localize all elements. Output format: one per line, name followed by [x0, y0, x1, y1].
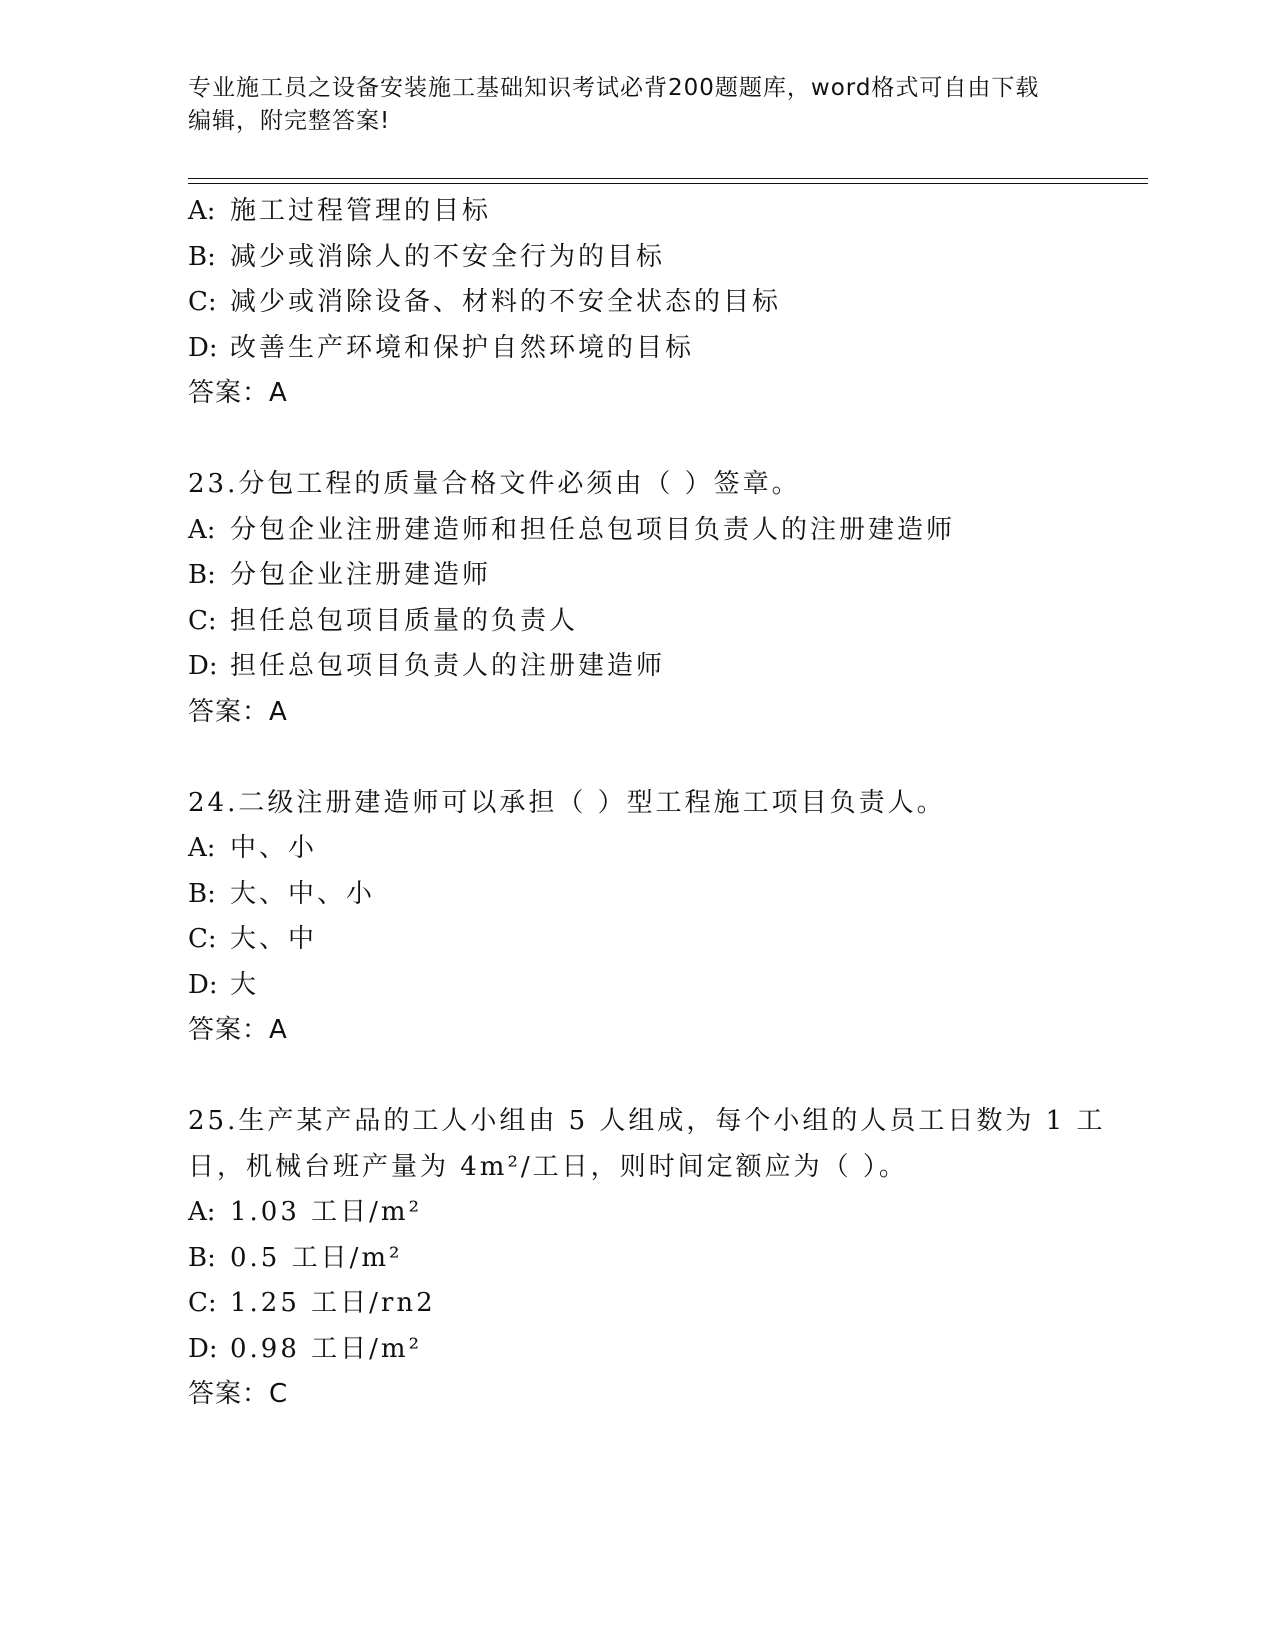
option-label: A: [188, 196, 216, 226]
option-a [188, 1190, 1148, 1236]
option-label: C: [188, 287, 217, 317]
question-stem: 24.二级注册建造师可以承担（ ）型工程施工项目负责人。 [188, 787, 946, 818]
option-a [188, 508, 1148, 554]
question-25 [188, 1099, 1148, 1418]
question-stem-line-1: 25.生产某产品的工人小组由 5 人组成，每个小组的人员工日数为 1 工 [188, 1106, 1106, 1136]
option-b [188, 553, 1148, 599]
option-label: D: [188, 969, 218, 1000]
option-text: 1.25 工日/rn2 [230, 1288, 436, 1318]
option-label: B: [188, 1242, 216, 1273]
option-label: C: [188, 1288, 217, 1318]
question-list [188, 189, 1148, 1418]
spacer [188, 1054, 1148, 1100]
option-a [188, 189, 1148, 235]
option-label: A: [188, 833, 216, 863]
option-label: C: [188, 924, 217, 954]
option-text: 大、中、小 [230, 878, 376, 909]
option-label: D: [188, 1333, 218, 1364]
spacer [188, 417, 1148, 463]
option-c [188, 280, 1148, 326]
option-text: 施工过程管理的目标 [230, 196, 492, 226]
header-line-1: 专业施工员之设备安装施工基础知识考试必背200题题库，word格式可自由下载 [188, 75, 1040, 101]
option-text: 担任总包项目负责人的注册建造师 [230, 651, 666, 681]
option-text: 改善生产环境和保护自然环境的目标 [230, 332, 695, 363]
document-header [188, 72, 1088, 138]
option-b [188, 235, 1148, 281]
option-text: 0.98 工日/m² [230, 1333, 422, 1364]
question-stem-line-2: 日，机械台班产量为 4m²/工日，则时间定额应为（ ）。 [188, 1151, 908, 1182]
option-d [188, 1327, 1148, 1373]
option-d [188, 326, 1148, 372]
option-label: D: [188, 332, 218, 363]
header-divider-top [188, 178, 1148, 179]
option-label: B: [188, 241, 216, 272]
option-text: 0.5 工日/m² [230, 1242, 403, 1273]
option-text: 中、小 [230, 833, 318, 863]
header-divider-bottom [188, 183, 1148, 184]
option-c [188, 599, 1148, 645]
option-text: 分包企业注册建造师和担任总包项目负责人的注册建造师 [230, 514, 956, 545]
answer-line: 答案：A [188, 378, 288, 408]
answer-line: 答案：A [188, 696, 288, 727]
option-text: 分包企业注册建造师 [230, 560, 492, 590]
option-text: 大、中 [230, 924, 318, 954]
option-d [188, 644, 1148, 690]
option-text: 担任总包项目质量的负责人 [230, 605, 579, 636]
question-22 [188, 189, 1148, 417]
option-text: 减少或消除人的不安全行为的目标 [230, 241, 666, 272]
option-label: D: [188, 651, 218, 681]
option-b [188, 872, 1148, 918]
header-line-2: 编辑，附完整答案! [188, 108, 391, 134]
answer-line: 答案：A [188, 1015, 288, 1045]
option-label: B: [188, 560, 216, 590]
option-label: A: [188, 514, 216, 545]
option-d [188, 963, 1148, 1009]
question-23 [188, 462, 1148, 735]
question-24 [188, 781, 1148, 1054]
option-c [188, 917, 1148, 963]
answer-line: 答案：C [188, 1379, 289, 1409]
option-b [188, 1236, 1148, 1282]
option-label: B: [188, 878, 216, 909]
option-text: 1.03 工日/m² [230, 1197, 422, 1227]
option-label: A: [188, 1197, 216, 1227]
spacer [188, 735, 1148, 781]
option-label: C: [188, 605, 217, 636]
option-text: 减少或消除设备、材料的不安全状态的目标 [230, 287, 782, 317]
option-a [188, 826, 1148, 872]
question-stem: 23.分包工程的质量合格文件必须由（ ）签章。 [188, 469, 801, 499]
option-c [188, 1281, 1148, 1327]
option-text: 大 [230, 969, 260, 1000]
